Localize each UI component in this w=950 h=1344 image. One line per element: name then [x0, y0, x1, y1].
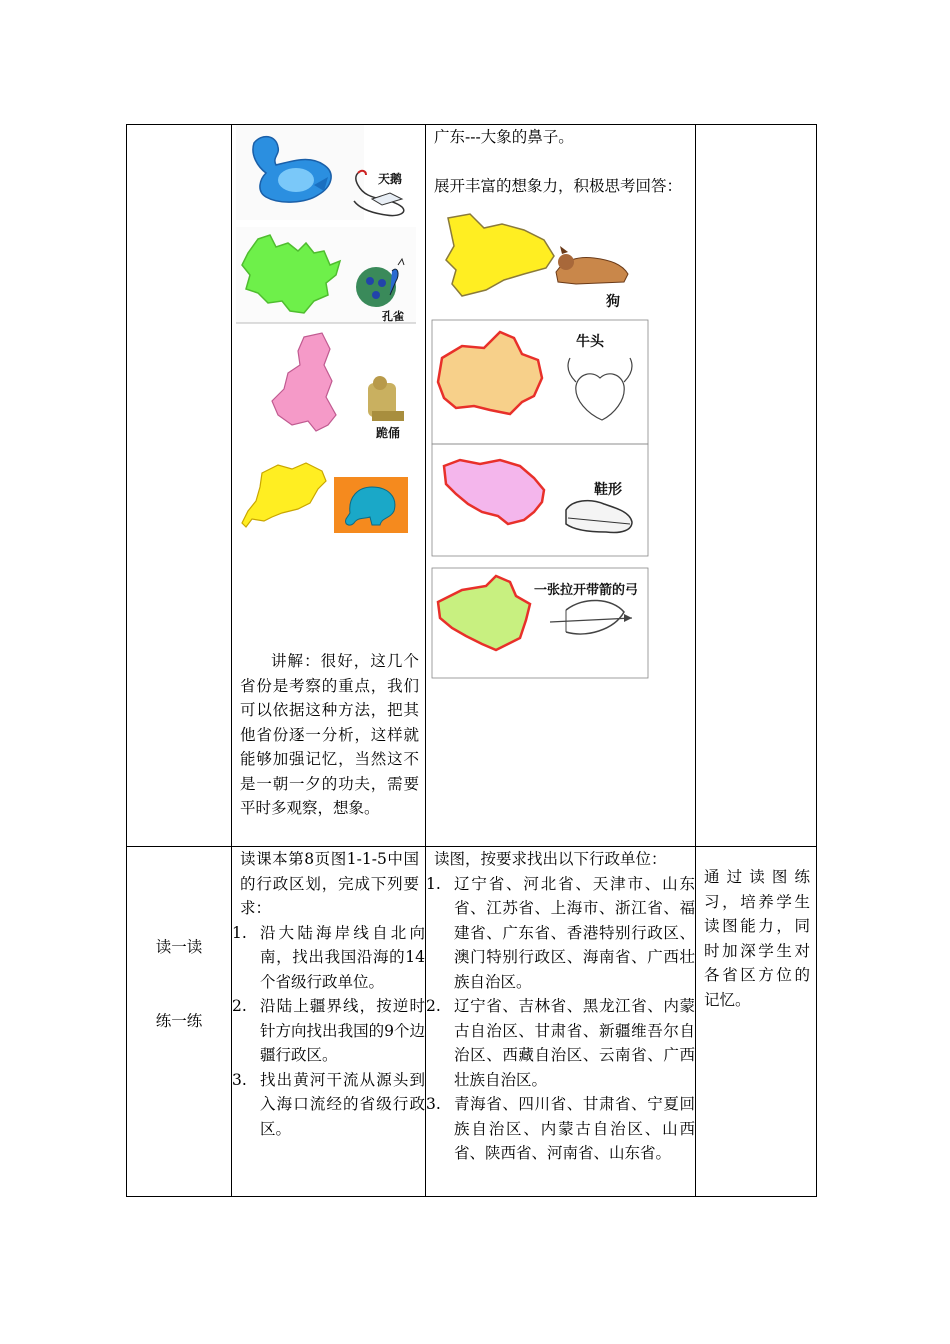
ox-head-icon	[568, 358, 632, 420]
elephant-box	[334, 477, 408, 533]
table-row	[127, 847, 817, 1197]
lesson-plan-table	[126, 124, 817, 1197]
list-item: 1. 辽宁省、河北省、天津市、山东省、江苏省、上海市、浙江省、福建省、广东省、香港特别行政区、澳门特别行政区、海南省、广西壮族自治区。	[426, 874, 695, 991]
stage-cell-empty	[127, 125, 232, 847]
student-reading-intro: 读图，按要求找出以下行政单位：	[434, 850, 667, 868]
teacher-activity-cell	[232, 125, 426, 847]
blank-line	[426, 150, 695, 174]
shaanxi-map	[272, 333, 336, 431]
stage-label-read: 读一读	[155, 938, 203, 956]
student-answer-list	[426, 872, 695, 1166]
design-intent-text: 通过读图练习，培养学生读图能力，同时加深学生对各省区方位的记忆。	[704, 868, 810, 1009]
province-shapes-figure	[232, 125, 425, 645]
list-item: 2. 辽宁省、吉林省、黑龙江省、内蒙古自治区、甘肃省、新疆维吾尔自治区、西藏自治区、云南省、广西壮族自治区。	[426, 997, 695, 1089]
list-item: 3. 青海省、四川省、甘肃省、宁夏回族自治区、内蒙古自治区、山西省、陕西省、河南省、山东省。	[426, 1095, 695, 1162]
student-line-imagine: 展开丰富的想象力，积极思考回答：	[434, 176, 683, 195]
bow-and-arrow-icon	[550, 600, 632, 634]
stage-cell	[127, 847, 232, 1197]
caption-ox: 牛头	[576, 334, 604, 350]
province-outline-figure	[426, 198, 695, 708]
student-activity-cell	[426, 847, 696, 1197]
design-intent-cell-empty	[696, 125, 817, 847]
student-activity-cell	[426, 125, 696, 847]
stage-label-practice: 练一练	[155, 1011, 203, 1030]
shoe-icon	[566, 501, 632, 533]
dog-icon	[556, 246, 628, 284]
caption-dog: 狗	[606, 294, 620, 310]
teacher-explanation: 讲解：很好，这几个省份是考察的重点，我们可以依据这种方法，把其他省份逐一分析，这样就能够加强记忆，当然这不是一朝一夕的功夫，需要平时多观察，想象。	[240, 652, 419, 817]
caption-shoe: 鞋形	[594, 482, 622, 498]
table-row	[127, 125, 817, 847]
list-item: 3. 找出黄河干流从源头到入海口流经的省级行政区。	[232, 1070, 425, 1138]
teacher-figures	[232, 125, 425, 645]
ningxia-map	[438, 576, 530, 650]
teacher-task-list	[232, 921, 425, 1142]
design-intent-cell	[696, 847, 817, 1197]
student-line-guangdong: 广东---大象的鼻子。	[434, 128, 574, 146]
caption-swan: 天鹅	[378, 172, 403, 186]
heilongjiang-map	[236, 125, 364, 220]
tibet-map	[444, 460, 544, 524]
caption-bow: 一张拉开带箭的弓	[534, 583, 639, 598]
caption-warrior: 跪俑	[376, 426, 401, 440]
xinjiang-map	[438, 332, 542, 414]
list-item: 2. 沿陆上疆界线，按逆时针方向找出我国的9个边疆行政区。	[232, 997, 425, 1064]
guangdong-map	[242, 463, 326, 527]
teacher-reading-intro: 读课本第8页图1-1-5中国的行政区划，完成下列要求：	[240, 850, 419, 917]
terracotta-warrior-icon	[368, 376, 404, 421]
student-figures	[426, 198, 695, 708]
list-item: 1. 沿大陆海岸线自北向南，找出我国沿海的14个省级行政单位。	[232, 923, 425, 991]
caption-peacock: 孔雀	[382, 310, 404, 323]
teacher-activity-cell	[232, 847, 426, 1197]
shanxi-map	[446, 214, 554, 296]
